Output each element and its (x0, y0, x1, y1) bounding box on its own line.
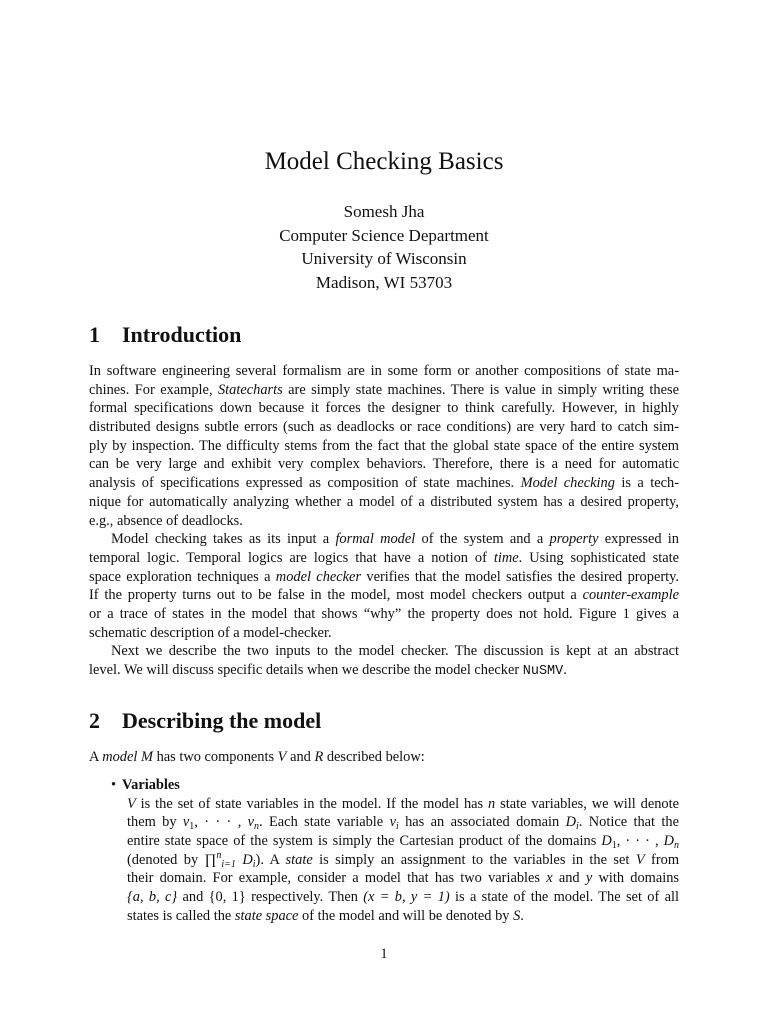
text-line: {a, b, c} and {0, 1} respectively. Then (x = b, y = 1) is a state of the model. The set of all (127, 889, 679, 906)
text-line: distributed designs subtle errors (such as deadlocks or race conditions) are very hard to catch sim- (89, 419, 679, 436)
text-line: V is the set of state variables in the model. If the model has n state variables, we will denote (127, 795, 679, 812)
text-line: states is called the state space of the model and will be denoted by S. (127, 907, 524, 924)
bullet-icon: • (111, 777, 117, 793)
text-line: formal specifications down because it forces the designer to think carefully. However, in highly (89, 400, 679, 417)
bullet-heading-line (89, 776, 679, 795)
text-line: schematic description of a model-checker. (89, 624, 332, 641)
text-line: their domain. For example, consider a model that has two variables x and y with domains (127, 870, 680, 887)
section-heading-introduction (89, 321, 241, 349)
section-number: 1 (89, 322, 100, 347)
text-line: A model M has two components V and R described below: (89, 749, 425, 765)
text-line: or a trace of states in the model that shows “why” the property does not hold. Figure 1 gives a (89, 605, 679, 622)
bullet-heading: Variables (122, 777, 180, 793)
author-address: Madison, WI 53703 (315, 272, 453, 292)
section-number: 2 (89, 708, 100, 733)
text-line: can be very large and exhibit very complex behaviors. Therefore, there is a need for automatic (89, 456, 679, 473)
text-line: ply by inspection. The difficulty stems from the fact that the global state space of the entire system (89, 437, 679, 454)
introduction-body (89, 362, 679, 680)
variables-bullet (89, 776, 679, 926)
text-line: analysis of specifications expressed as composition of state machines. Model checking is a tech- (89, 475, 679, 492)
text-line: chines. For example, Statecharts are simply state machines. There is value in simply writing these (89, 381, 679, 398)
text-line: entire state space of the system is simply the Cartesian product of the domains $D_1$, · · · , $D_n$ (127, 833, 680, 852)
text-line: level. We will discuss specific details when we describe the model checker NuSMV. (89, 662, 567, 679)
text-line: them by $v_1$, · · · , $v_n$. Each state variable $v_i$ has an associated domain $D_i$. Notice that the (127, 814, 679, 833)
text-line: Model checking takes as its input a formal model of the system and a property expressed in (111, 531, 679, 548)
author-department: Computer Science Department (279, 225, 489, 245)
text-line: (denoted by ∏$^n_{i=1}$ $D_i$). A state is simply an assignment to the variables in the set V from (127, 849, 680, 870)
text-line: space exploration techniques a model checker verifies that the model satisfies the desired property. (89, 568, 679, 585)
text-line: If the property turns out to be false in the model, most model checkers output a counter-example (89, 587, 679, 604)
author-university: University of Wisconsin (301, 249, 467, 268)
section-heading-describing-model (89, 707, 321, 735)
text-line: In software engineering several formalism are in some form or another compositions of state ma- (89, 363, 679, 379)
section-title: Introduction (122, 322, 242, 347)
section-title: Describing the model (122, 708, 322, 733)
text-line: temporal logic. Temporal logics are logics that have a notion of time. Using sophisticated state (89, 549, 679, 566)
text-line: nique for automatically analyzing whether a model of a distributed system has a desired property, (89, 493, 679, 510)
model-description-body (89, 748, 679, 767)
text-line: Next we describe the two inputs to the model checker. The discussion is kept at an abstract (111, 643, 679, 660)
paper-title: Model Checking Basics (264, 148, 504, 175)
author-name: Somesh Jha (343, 202, 425, 221)
author-block (0, 200, 768, 294)
page-number: 1 (380, 946, 388, 962)
text-line: e.g., absence of deadlocks. (89, 512, 243, 529)
